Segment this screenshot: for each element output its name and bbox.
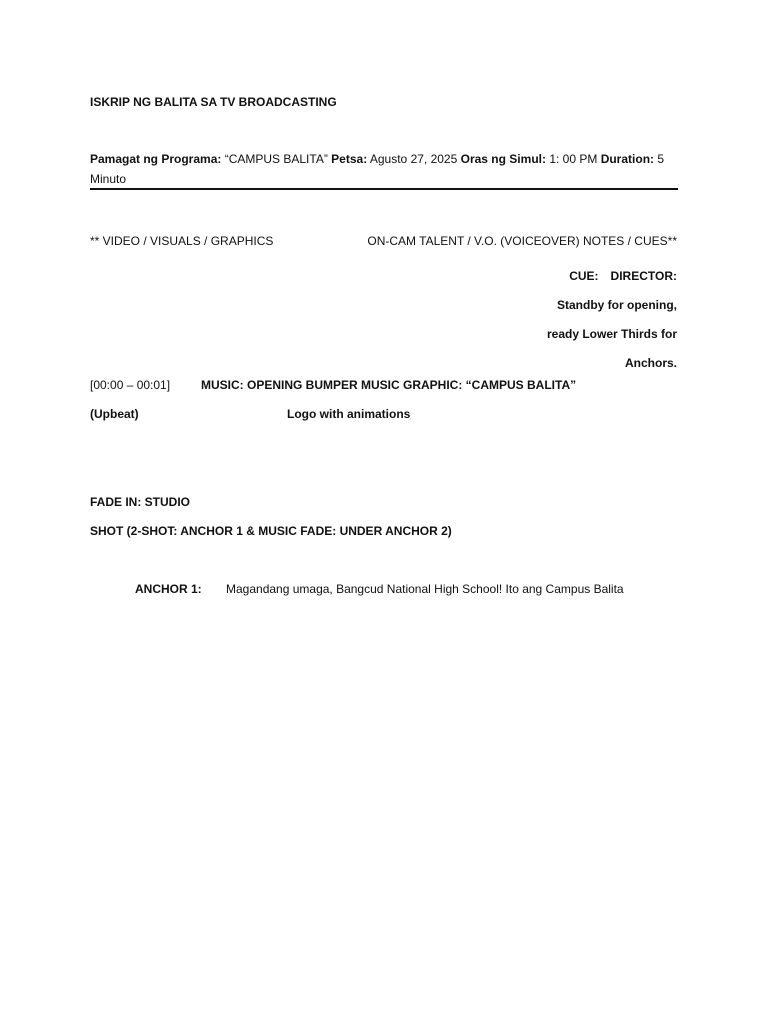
music-cue: MUSIC: OPENING BUMPER MUSIC GRAPHIC: “CAMPUS BALITA”	[201, 378, 577, 392]
notes-line-2: ready Lower Thirds for	[546, 327, 677, 341]
document-title: ISKRIP NG BALITA SA TV BROADCASTING	[90, 95, 337, 109]
start-time-value: 1: 00 PM	[545, 152, 601, 166]
logo-animation-note: Logo with animations	[287, 407, 411, 421]
duration-unit: Minuto	[90, 172, 127, 186]
date-value: Agusto 27, 2025	[367, 152, 461, 166]
cue-line	[547, 262, 677, 291]
music-mood: (Upbeat)	[90, 407, 139, 421]
program-info-line	[90, 151, 664, 167]
director-label: DIRECTOR:	[610, 269, 677, 283]
notes-line-1: Standby for opening,	[557, 298, 677, 312]
column-header-video: ** VIDEO / VISUALS / GRAPHICS	[90, 234, 274, 248]
program-value: “CAMPUS BALITA”	[221, 152, 332, 166]
fade-in-cue: FADE IN: STUDIO	[90, 495, 191, 509]
director-notes	[547, 262, 677, 378]
duration-value: 5	[654, 152, 665, 166]
date-label: Petsa:	[331, 152, 368, 166]
anchor-dialogue: Magandang umaga, Bangcud National High School! Ito ang Campus Balita	[226, 582, 624, 596]
notes-line-3: Anchors.	[624, 356, 677, 370]
shot-cue: SHOT (2-SHOT: ANCHOR 1 & MUSIC FADE: UNDER ANCHOR 2)	[90, 524, 452, 538]
duration-label: Duration:	[600, 152, 655, 166]
music-timecode: [00:00 – 00:01]	[90, 378, 171, 392]
anchor-label: ANCHOR 1:	[135, 582, 202, 596]
header-divider	[90, 188, 678, 190]
program-label: Pamagat ng Programa:	[90, 152, 222, 166]
column-header-talent: ON-CAM TALENT / V.O. (VOICEOVER) NOTES / CUES**	[367, 234, 677, 248]
start-time-label: Oras ng Simul:	[460, 152, 546, 166]
cue-label: CUE:	[569, 269, 599, 283]
